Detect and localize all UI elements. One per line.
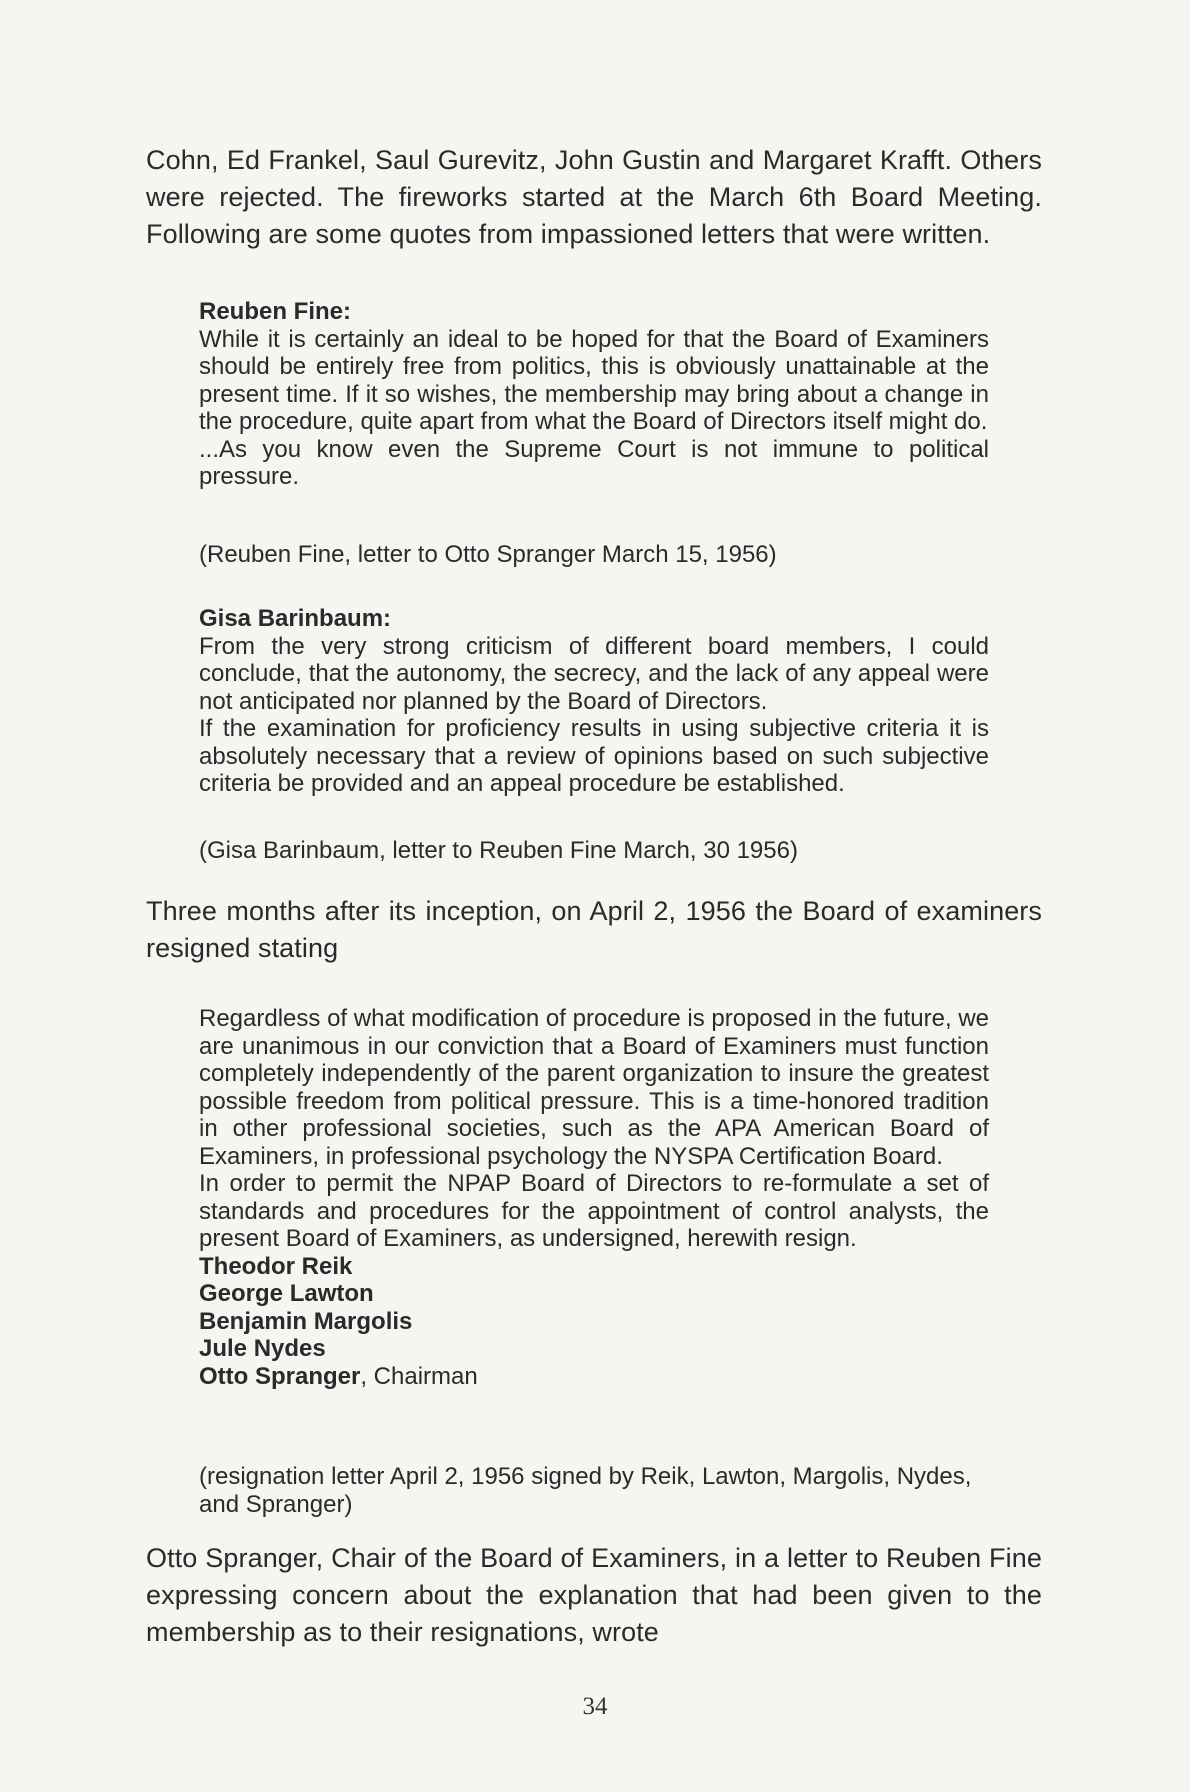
quote-block-fine [199,298,989,491]
quote-author-name: Gisa Barinbaum: [199,605,392,632]
signer-name: Jule Nydes [199,1335,326,1362]
signer-name: George Lawton [199,1280,374,1307]
signer-chairman-line [199,1363,478,1390]
signer-name: Otto Spranger [199,1362,361,1390]
resignation-intro-paragraph: Three months after its inception, on April 2, 1956 the Board of examiners resigned stating [146,896,1042,963]
quote-block-barinbaum [199,605,989,798]
resignation-citation: (resignation letter April 2, 1956 signed by Reik, Lawton, Margolis, Nydes, and Spranger) [199,1463,972,1518]
closing-paragraph: Otto Spranger, Chair of the Board of Examiners, in a letter to Reuben Fine expressing concern about the explanation that had been given to the membership as to their resignations, wrote [146,1543,1042,1647]
quote-text: From the very strong criticism of different board members, I could conclude, that the autonomy, the secrecy, and the lack of any appeal were not anticipated nor planned by the Board of Directors. [199,632,989,715]
quote-text: While it is certainly an ideal to be hoped for that the Board of Examiners should be entirely free from politics, this is obviously unattainable at the present time. If it so wishes, the membership may bring about a change in the procedure, quite apart from what the Board of Directors itself might do. [199,325,989,435]
letter-text: In order to permit the NPAP Board of Directors to re-formulate a set of standards and procedures for the appointment of control analysts, the present Board of Examiners, as undersigned, herewith resign. [199,1170,989,1252]
signer-name: Benjamin Margolis [199,1307,413,1335]
resignation-letter-block [199,1005,989,1390]
quote-author-name: Reuben Fine: [199,298,352,325]
page-number: 34 [582,1693,608,1720]
quote-citation: (Reuben Fine, letter to Otto Spranger March 15, 1956) [199,541,777,568]
quote-text: ...As you know even the Supreme Court is not immune to political pressure. [199,435,989,490]
chairman-title: , Chairman [360,1362,478,1390]
quote-citation: (Gisa Barinbaum, letter to Reuben Fine March, 30 1956) [199,837,798,864]
quote-text: If the examination for proficiency results in using subjective criteria it is absolutely necessary that a review of opinions based on such subjective criteria be provided and an appeal procedure be established. [199,715,989,797]
intro-paragraph: Cohn, Ed Frankel, Saul Gurevitz, John Gustin and Margaret Krafft. Others were rejected. The fireworks started at the March 6th Board Meeting. Following are some quotes from impassioned letters that were written. [146,145,1042,249]
letter-text: Regardless of what modification of procedure is proposed in the future, we are unanimous in our conviction that a Board of Examiners must function completely independently of the parent organization to insure the greatest possible freedom from political pressure. This is a time-honored tradition in other professional societies, such as the APA American Board of Examiners, in professional psychology the NYSPA Certification Board. [199,1005,989,1170]
signer-name: Theodor Reik [199,1252,353,1280]
